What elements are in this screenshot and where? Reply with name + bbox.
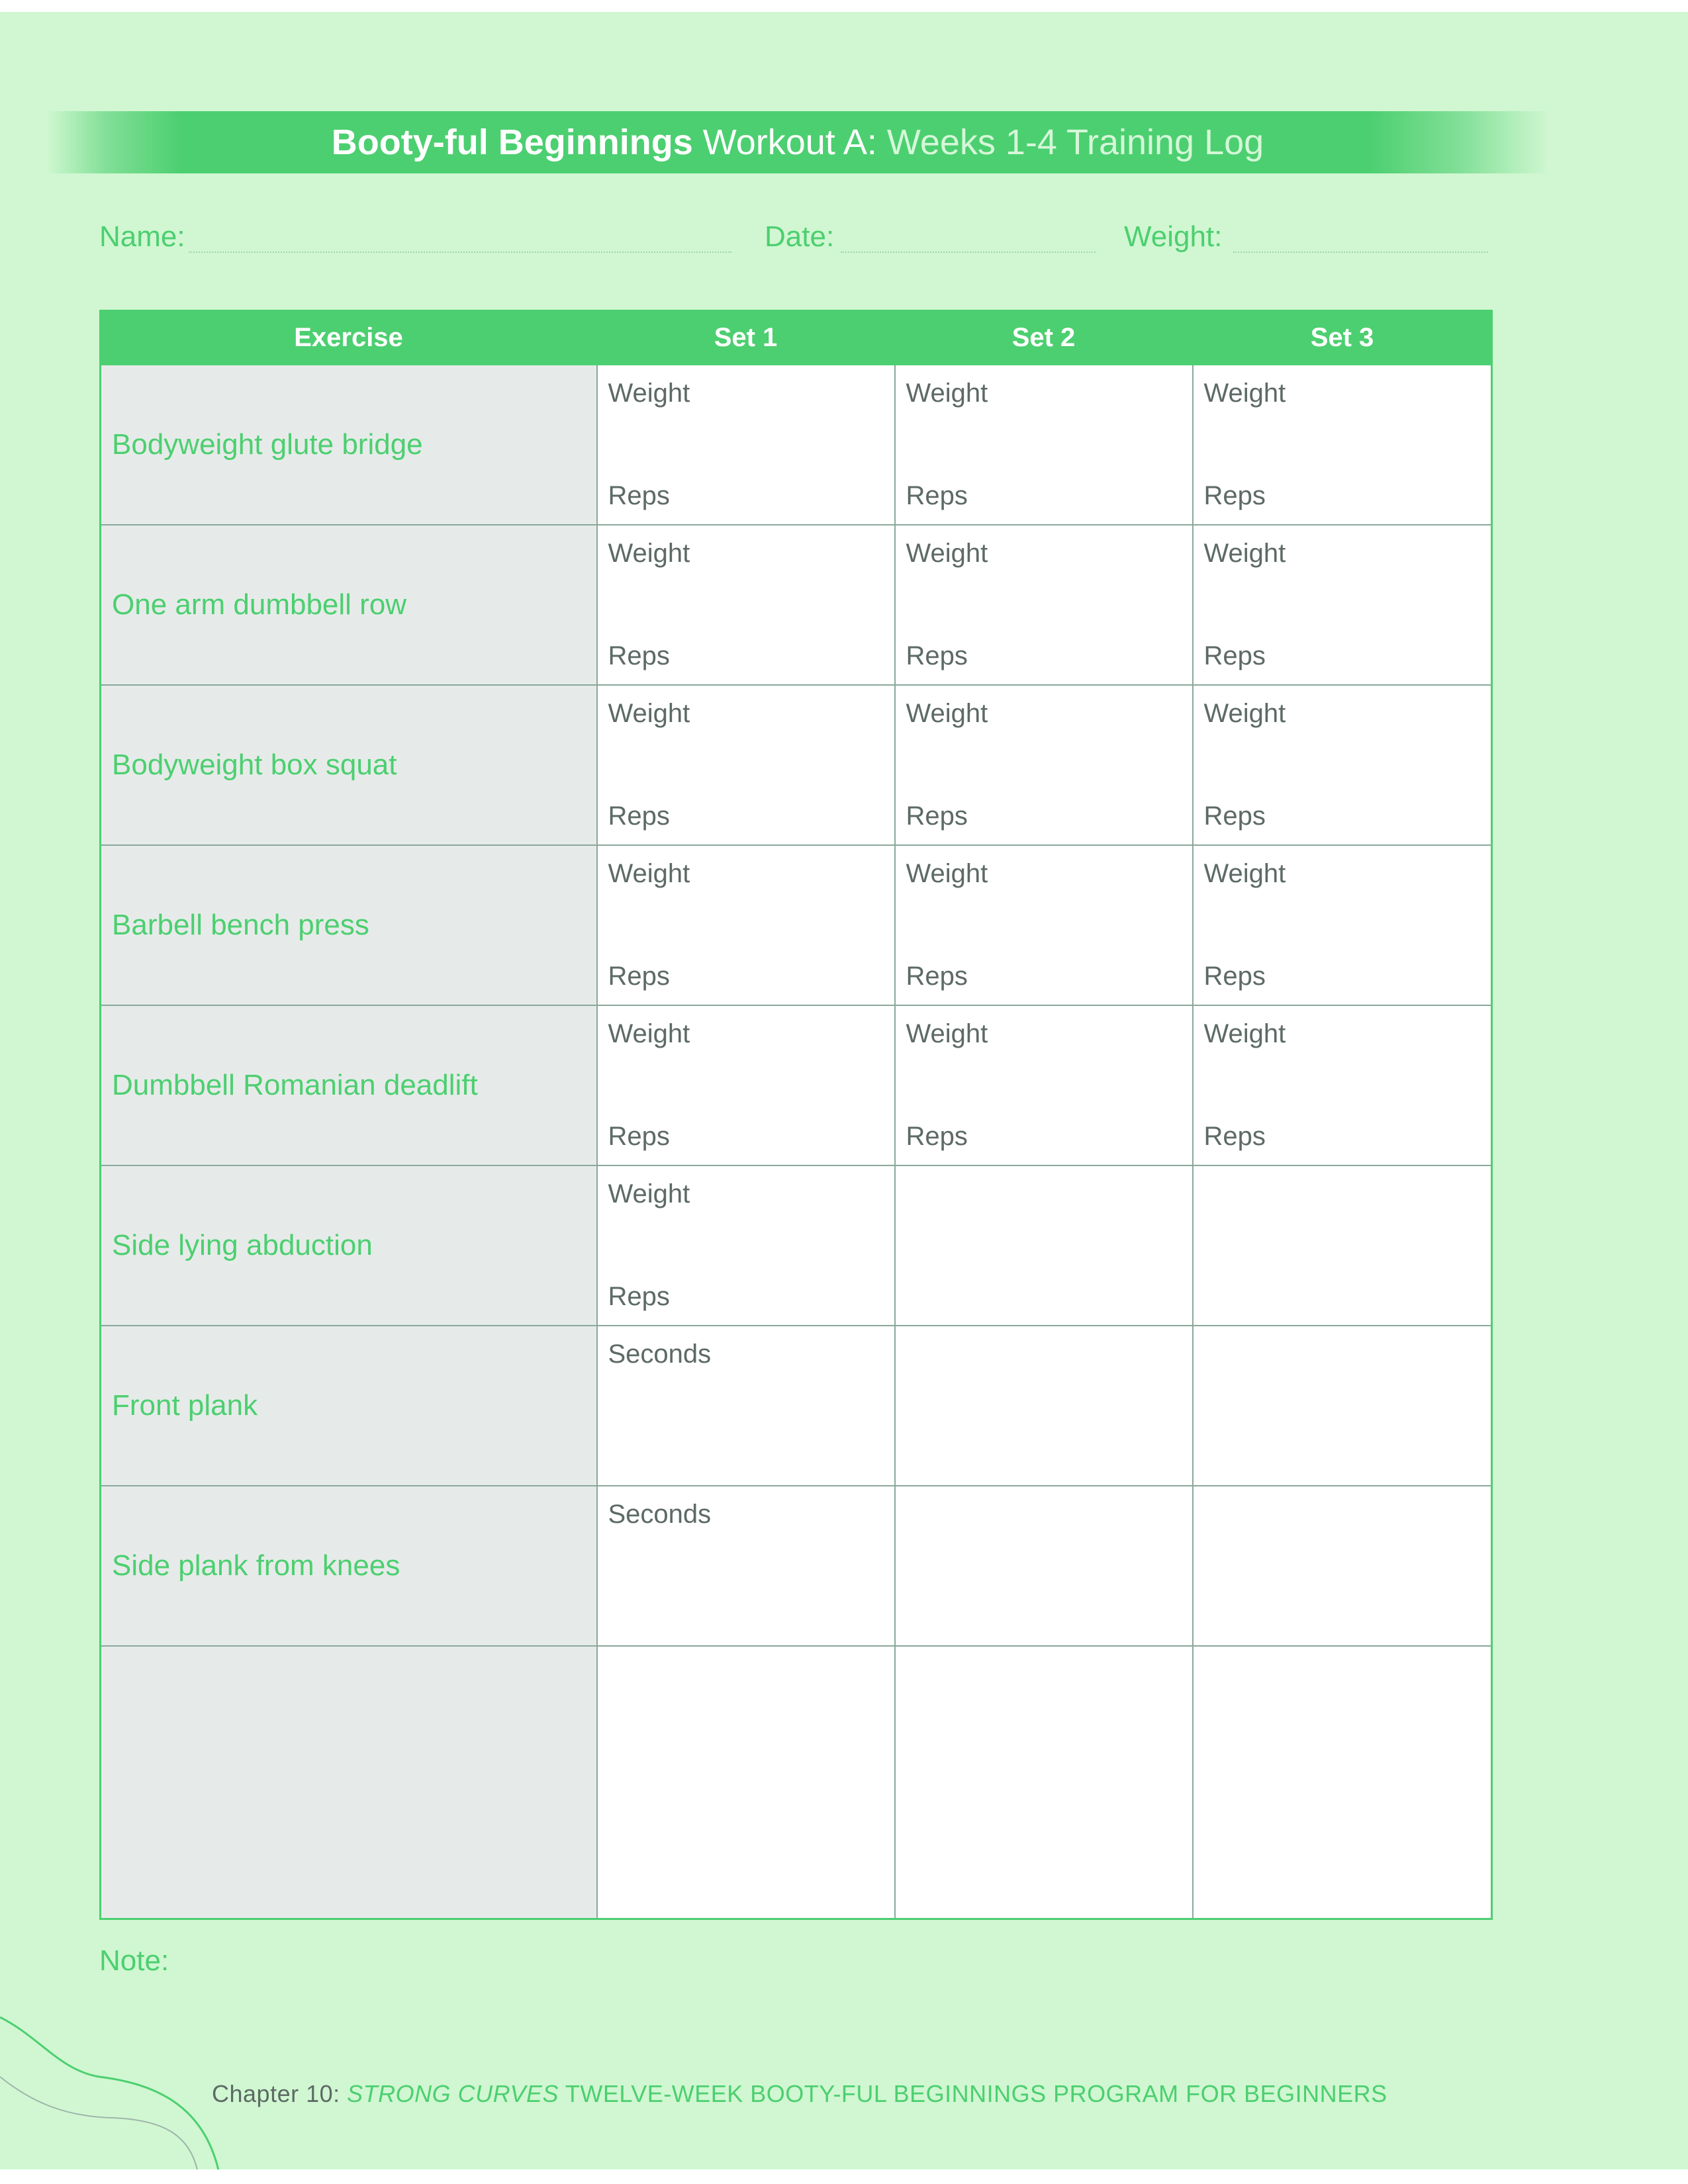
training-log-page (0, 12, 1688, 2169)
set-3-cell[interactable] (1193, 1326, 1492, 1486)
set-top-label: Weight (1203, 859, 1286, 888)
set-bottom-label: Reps (1203, 962, 1266, 991)
set-3-cell[interactable] (1193, 1646, 1492, 1919)
set-bottom-label: Reps (608, 962, 670, 991)
note-label[interactable]: Note: (99, 1944, 169, 1977)
set-2-cell[interactable] (895, 1486, 1193, 1646)
set-top-label: Weight (608, 379, 690, 408)
title-workout: Workout A: (692, 122, 877, 162)
footer-chapter: Chapter 10: (212, 2080, 348, 2107)
table-header-row (101, 311, 1492, 365)
training-log-table (99, 310, 1493, 1920)
column-header-set-1: Set 1 (597, 311, 895, 365)
set-top-label: Weight (1203, 539, 1286, 568)
name-label: Name: (99, 220, 185, 253)
table-row (101, 1646, 1492, 1919)
date-field[interactable] (765, 210, 1096, 263)
set-top-label: Weight (1203, 379, 1286, 408)
exercise-name: Barbell bench press (101, 845, 597, 1005)
title-program: Booty-ful Beginnings (331, 122, 693, 162)
footer-book-title: STRONG CURVES (347, 2080, 559, 2107)
set-1-cell[interactable] (597, 845, 895, 1005)
column-header-exercise: Exercise (101, 311, 597, 365)
set-3-cell[interactable] (1193, 365, 1492, 525)
set-3-cell[interactable] (1193, 1005, 1492, 1165)
table-row (101, 1005, 1492, 1165)
set-top-label: Weight (608, 539, 690, 568)
page-footer (212, 2080, 1387, 2108)
exercise-name: Side plank from knees (101, 1486, 597, 1646)
set-top-label: Weight (906, 379, 988, 408)
column-header-set-3: Set 3 (1193, 311, 1492, 365)
exercise-name: Front plank (101, 1326, 597, 1486)
set-2-cell[interactable] (895, 1165, 1193, 1326)
set-1-cell[interactable] (597, 1165, 895, 1326)
weight-label: Weight: (1124, 220, 1223, 253)
set-1-cell[interactable] (597, 1486, 895, 1646)
set-bottom-label: Reps (608, 1122, 670, 1151)
table-row (101, 685, 1492, 845)
exercise-name: One arm dumbbell row (101, 525, 597, 685)
name-line[interactable] (189, 251, 731, 253)
set-1-cell[interactable] (597, 1646, 895, 1919)
weight-field[interactable] (1124, 210, 1489, 263)
table-row (101, 525, 1492, 685)
date-line[interactable] (841, 251, 1096, 253)
set-3-cell[interactable] (1193, 845, 1492, 1005)
set-top-label: Weight (608, 699, 690, 728)
name-field[interactable] (99, 210, 735, 263)
set-3-cell[interactable] (1193, 1486, 1492, 1646)
set-top-label: Weight (906, 699, 988, 728)
set-bottom-label: Reps (608, 1282, 670, 1311)
set-top-label: Weight (906, 539, 988, 568)
set-2-cell[interactable] (895, 1646, 1193, 1919)
title-weeks: Weeks 1-4 Training Log (876, 122, 1264, 162)
set-bottom-label: Reps (1203, 641, 1266, 670)
header-fields (99, 210, 1489, 263)
set-bottom-label: Reps (906, 962, 968, 991)
set-top-label: Weight (1203, 699, 1286, 728)
set-top-label: Weight (906, 859, 988, 888)
set-3-cell[interactable] (1193, 525, 1492, 685)
set-1-cell[interactable] (597, 1005, 895, 1165)
set-bottom-label: Reps (906, 1122, 968, 1151)
set-3-cell[interactable] (1193, 685, 1492, 845)
set-1-cell[interactable] (597, 525, 895, 685)
set-3-cell[interactable] (1193, 1165, 1492, 1326)
column-header-set-2: Set 2 (895, 311, 1193, 365)
set-1-cell[interactable] (597, 1326, 895, 1486)
set-top-label: Weight (608, 1179, 690, 1208)
set-bottom-label: Reps (1203, 1122, 1266, 1151)
set-2-cell[interactable] (895, 1326, 1193, 1486)
set-bottom-label: Reps (906, 801, 968, 831)
decorative-curves-icon (0, 1991, 238, 2169)
set-1-cell[interactable] (597, 685, 895, 845)
table-row (101, 1326, 1492, 1486)
date-label: Date: (765, 220, 835, 253)
set-2-cell[interactable] (895, 1005, 1193, 1165)
set-top-label: Weight (608, 859, 690, 888)
set-bottom-label: Reps (906, 481, 968, 510)
set-top-label: Seconds (608, 1340, 712, 1369)
set-1-cell[interactable] (597, 365, 895, 525)
exercise-name: Bodyweight glute bridge (101, 365, 597, 525)
set-bottom-label: Reps (906, 641, 968, 670)
exercise-name: Bodyweight box squat (101, 685, 597, 845)
set-2-cell[interactable] (895, 845, 1193, 1005)
table-row (101, 1486, 1492, 1646)
set-bottom-label: Reps (608, 481, 670, 510)
exercise-name: Side lying abduction (101, 1165, 597, 1326)
table-row (101, 1165, 1492, 1326)
table-row (101, 845, 1492, 1005)
weight-line[interactable] (1233, 251, 1488, 253)
set-top-label: Weight (608, 1019, 690, 1048)
set-bottom-label: Reps (608, 641, 670, 670)
set-bottom-label: Reps (1203, 481, 1266, 510)
set-top-label: Seconds (608, 1500, 712, 1529)
set-2-cell[interactable] (895, 525, 1193, 685)
exercise-name: Dumbbell Romanian deadlift (101, 1005, 597, 1165)
title-banner (46, 111, 1549, 173)
footer-program: TWELVE-WEEK BOOTY-FUL BEGINNINGS PROGRAM FOR BEGINNERS (559, 2080, 1387, 2107)
set-2-cell[interactable] (895, 365, 1193, 525)
set-top-label: Weight (906, 1019, 988, 1048)
exercise-name[interactable] (101, 1646, 597, 1919)
set-top-label: Weight (1203, 1019, 1286, 1048)
set-bottom-label: Reps (608, 801, 670, 831)
table-row (101, 365, 1492, 525)
set-2-cell[interactable] (895, 685, 1193, 845)
set-bottom-label: Reps (1203, 801, 1266, 831)
